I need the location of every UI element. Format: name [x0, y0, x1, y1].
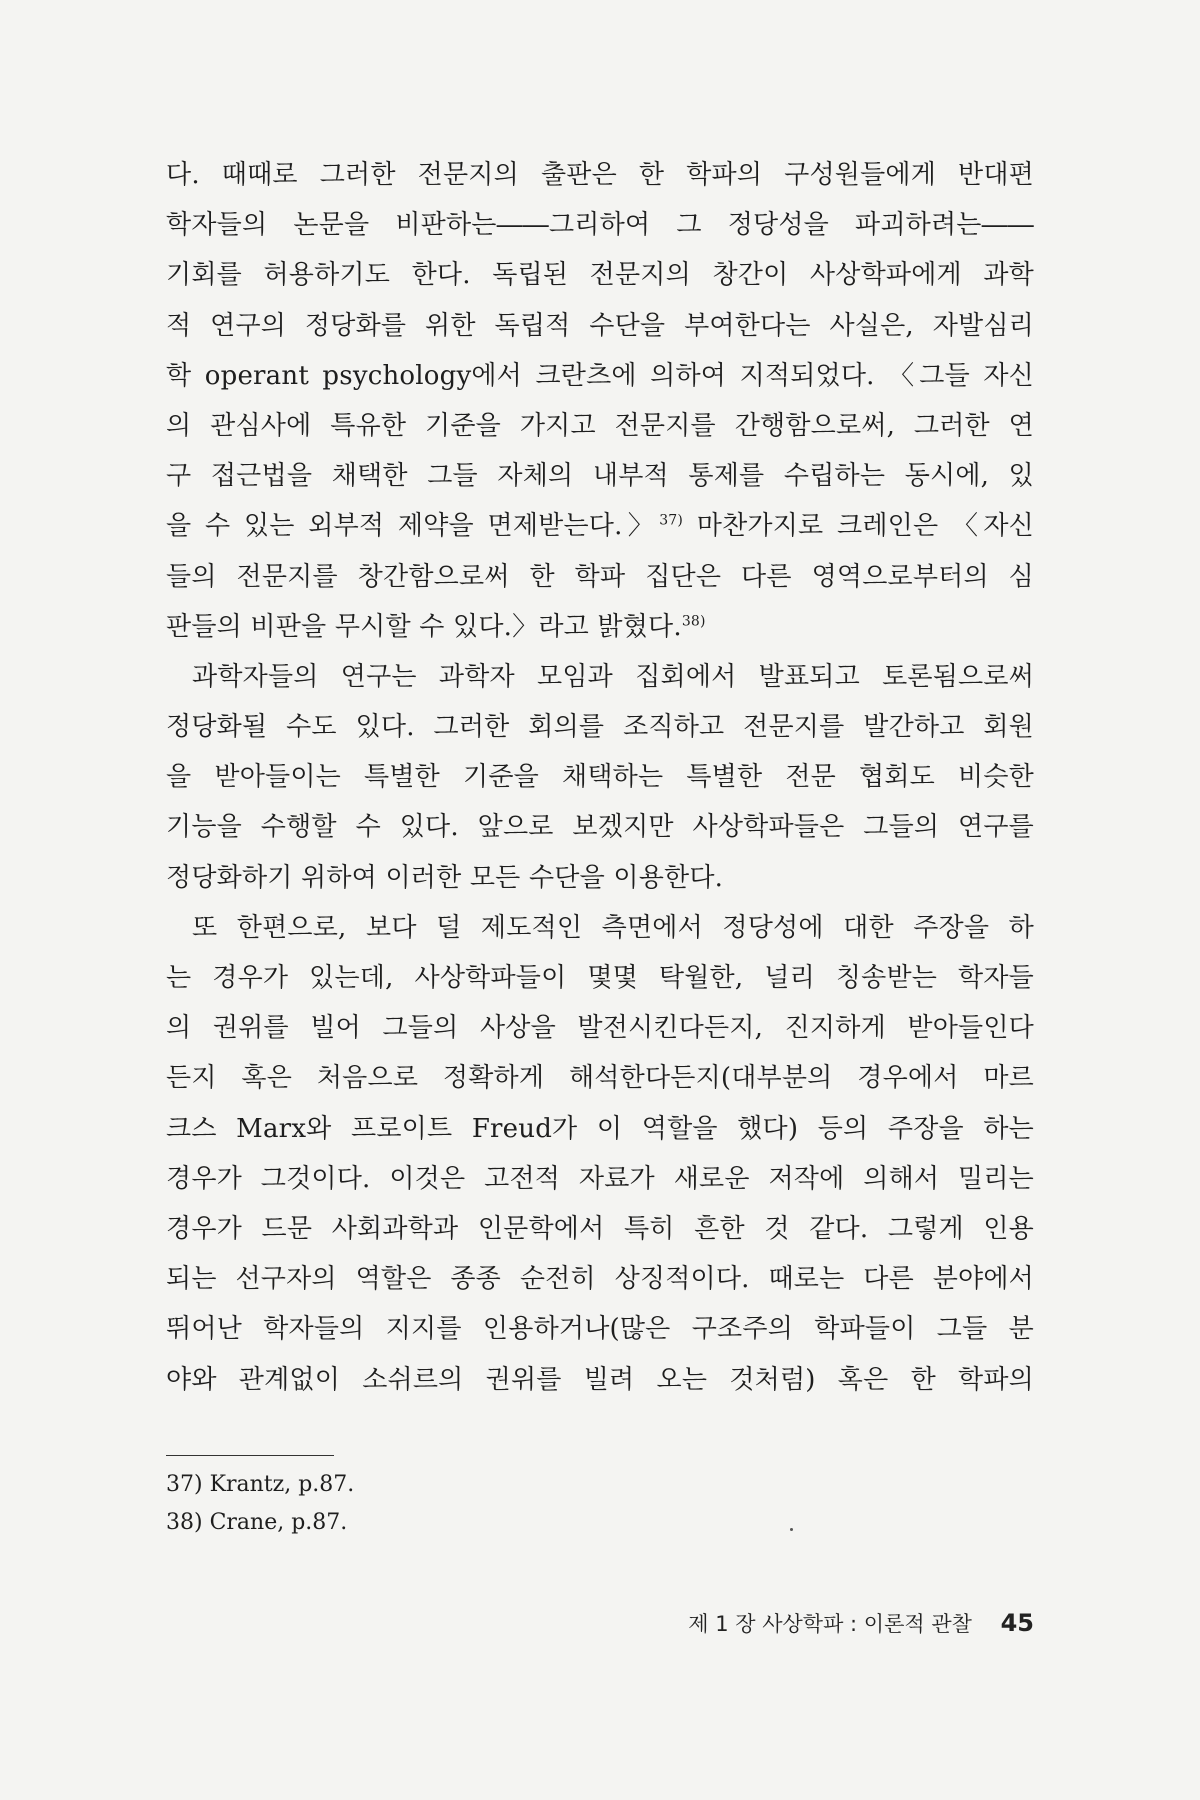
text-line	[166, 853, 1034, 903]
text-line-content: 을 수 있는 외부적 제약을 면제받는다.〉	[166, 511, 660, 542]
text-line	[166, 652, 1034, 702]
footnote: 38) Crane, p.87.	[166, 1510, 348, 1535]
text-line	[166, 1003, 1034, 1053]
stray-mark	[790, 1528, 793, 1531]
text-line	[166, 1204, 1034, 1254]
text-line-content: 정당화하기 위하여 이러한 모든 수단을 이용한다.	[166, 862, 724, 893]
text-line	[166, 552, 1034, 602]
text-line-content: 을 받아들이는 특별한 기준을 채택하는 특별한 전문 협회도 비슷한	[166, 762, 1034, 793]
text-line-content: 과학자들의 연구는 과학자 모임과 집회에서 발표되고 토론됨으로써	[192, 661, 1034, 692]
text-line-content: 적 연구의 정당화를 위한 독립적 수단을 부여한다는 사실은, 자발심리	[166, 310, 1034, 341]
text-line-content: 의 권위를 빌어 그들의 사상을 발전시킨다든지, 진지하게 받아들인다	[166, 1013, 1034, 1044]
text-line-content: 야와 관계없이 소쉬르의 권위를 빌려 오는 것처럼) 혹은 한 학파의	[166, 1364, 1034, 1395]
text-line-content: 되는 선구자의 역할은 종종 순전히 상징적이다. 때로는 다른 분야에서	[166, 1264, 1034, 1295]
text-line	[166, 1304, 1034, 1354]
text-line-content: 구 접근법을 채택한 그들 자체의 내부적 통제를 수립하는 동시에, 있	[166, 461, 1034, 492]
text-line-content: 학 operant psychology에서 크란츠에 의하여 지적되었다. 〈그들 자신	[166, 360, 1034, 391]
text-line-content: 판들의 비판을 무시할 수 있다.〉라고 밝혔다.	[166, 611, 682, 642]
text-line-content: 정당화될 수도 있다. 그러한 회의를 조직하고 전문지를 발간하고 회원	[166, 712, 1034, 743]
text-line	[166, 903, 1034, 953]
text-line-content: 의 관심사에 특유한 기준을 가지고 전문지를 간행함으로써, 그러한 연	[166, 410, 1034, 441]
text-line-content: 크스 Marx와 프로이트 Freud가 이 역할을 했다) 등의 주장을 하는	[166, 1113, 1034, 1144]
text-line	[166, 451, 1034, 501]
running-footer	[688, 1608, 1034, 1639]
text-line	[166, 1104, 1034, 1154]
text-line	[166, 1254, 1034, 1304]
text-line	[166, 802, 1034, 852]
text-line	[166, 401, 1034, 451]
text-line-content: 들의 전문지를 창간함으로써 한 학파 집단은 다른 영역으로부터의 심	[166, 561, 1034, 592]
text-line	[166, 752, 1034, 802]
footnote: 37) Krantz, p.87.	[166, 1472, 355, 1497]
text-line-content: 기회를 허용하기도 한다. 독립된 전문지의 창간이 사상학파에게 과학	[166, 260, 1034, 291]
footer-chapter-title: 제 1 장 사상학파 : 이론적 관찰	[688, 1612, 972, 1636]
text-line	[166, 702, 1034, 752]
text-line	[166, 200, 1034, 250]
text-line	[166, 250, 1034, 300]
text-line	[166, 602, 1034, 652]
text-line	[166, 1053, 1034, 1103]
footnotes	[166, 1466, 766, 1542]
text-line	[166, 150, 1034, 200]
text-line-content: 기능을 수행할 수 있다. 앞으로 보겠지만 사상학파들은 그들의 연구를	[166, 812, 1034, 843]
text-line	[166, 501, 1034, 551]
text-line-content: 경우가 그것이다. 이것은 고전적 자료가 새로운 저작에 의해서 밀리는	[166, 1163, 1034, 1194]
text-line-content: 학자들의 논문을 비판하는――그리하여 그 정당성을 파괴하려는――	[166, 210, 1034, 241]
footnote-reference: 38)	[681, 613, 706, 630]
text-line-content: 든지 혹은 처음으로 정확하게 해석한다든지(대부분의 경우에서 마르	[166, 1063, 1034, 1094]
text-line	[166, 351, 1034, 401]
text-line	[166, 1154, 1034, 1204]
text-line-content: 뛰어난 학자들의 지지를 인용하거나(많은 구조주의 학파들이 그들 분	[166, 1314, 1034, 1345]
page-number: 45	[1000, 1609, 1034, 1637]
text-line-content: 경우가 드문 사회과학과 인문학에서 특히 흔한 것 같다. 그렇게 인용	[166, 1213, 1034, 1244]
footnote-reference: 37)	[659, 512, 684, 529]
text-line-continuation: 마찬가지로 크레인은 〈자신	[683, 511, 1034, 542]
text-line-content: 다. 때때로 그러한 전문지의 출판은 한 학파의 구성원들에게 반대편	[166, 160, 1034, 190]
text-line-content: 또 한편으로, 보다 덜 제도적인 측면에서 정당성에 대한 주장을 하	[192, 912, 1034, 943]
text-line	[166, 953, 1034, 1003]
body-text	[166, 150, 1034, 1405]
text-line	[166, 301, 1034, 351]
text-line-content: 는 경우가 있는데, 사상학파들이 몇몇 탁월한, 널리 칭송받는 학자들	[166, 963, 1034, 993]
text-line	[166, 1355, 1034, 1405]
footnote-divider	[166, 1455, 334, 1456]
